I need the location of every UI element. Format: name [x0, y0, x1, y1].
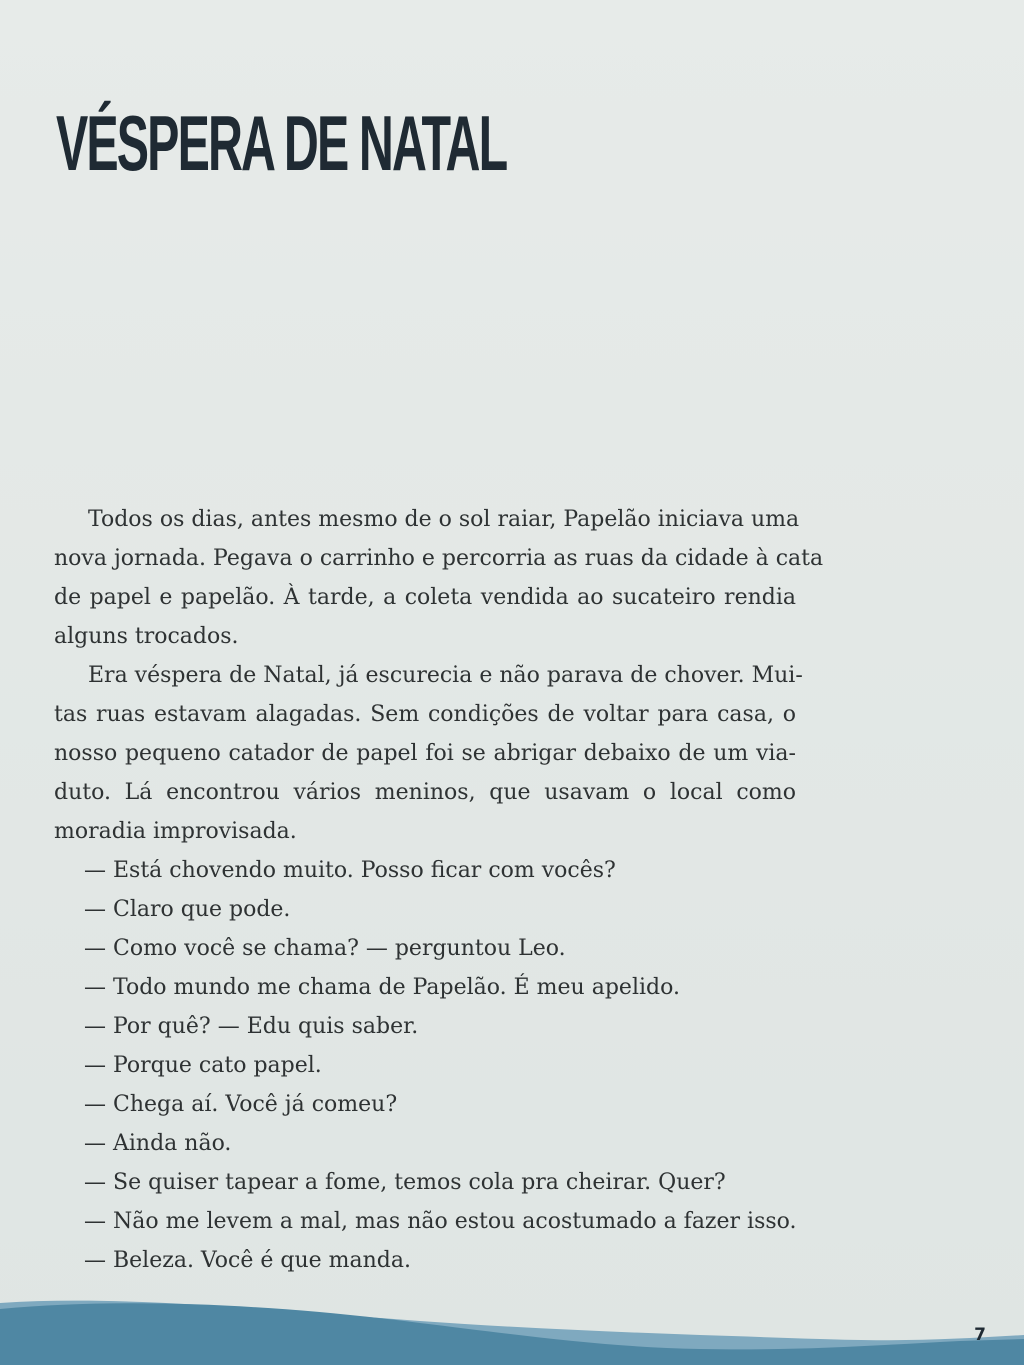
dialogue-line: — Como você se chama? — perguntou Leo.	[84, 936, 566, 961]
dialogue-line: — Porque cato papel.	[84, 1053, 322, 1078]
dialogue-line: — Ainda não.	[84, 1131, 232, 1156]
paragraph	[54, 500, 824, 656]
dialogue-list	[54, 851, 796, 1280]
dialogue-line: — Se quiser tapear a fome, temos cola pra cheirar. Quer?	[84, 1170, 726, 1195]
text-line: duto. Lá encontrou vários meninos, que usavam o local como	[54, 780, 796, 805]
chapter-text	[54, 500, 824, 1280]
dialogue-line: — Por quê? — Edu quis saber.	[84, 1014, 419, 1039]
text-line: moradia improvisada.	[54, 819, 297, 844]
dialogue-line: — Não me levem a mal, mas não estou acostumado a fazer isso.	[84, 1209, 797, 1234]
text-line: Todos os dias, antes mesmo de o sol raiar, Papelão iniciava uma	[88, 507, 800, 532]
text-line: Era véspera de Natal, já escurecia e não parava de chover. Mui-	[88, 663, 803, 688]
dialogue-line: — Todo mundo me chama de Papelão. É meu apelido.	[84, 975, 680, 1000]
dialogue-line: — Claro que pode.	[84, 897, 291, 922]
dialogue-line: — Beleza. Você é que manda.	[84, 1248, 411, 1273]
text-line: nosso pequeno catador de papel foi se abrigar debaixo de um via-	[54, 741, 796, 766]
text-line: alguns trocados.	[54, 624, 239, 649]
text-line: tas ruas estavam alagadas. Sem condições de voltar para casa, o	[54, 702, 796, 727]
text-line: de papel e papelão. À tarde, a coleta vendida ao sucateiro rendia	[54, 585, 796, 610]
paragraph	[54, 656, 803, 851]
chapter-title: VÉSPERA DE NATAL	[56, 99, 507, 187]
dialogue-line: — Está chovendo muito. Posso ficar com vocês?	[84, 858, 616, 883]
dialogue-line: — Chega aí. Você já comeu?	[84, 1092, 398, 1117]
footer-wave	[0, 1295, 1024, 1365]
page-number: 7	[974, 1325, 986, 1345]
text-line: nova jornada. Pegava o carrinho e percorria as ruas da cidade à cata	[54, 546, 824, 571]
